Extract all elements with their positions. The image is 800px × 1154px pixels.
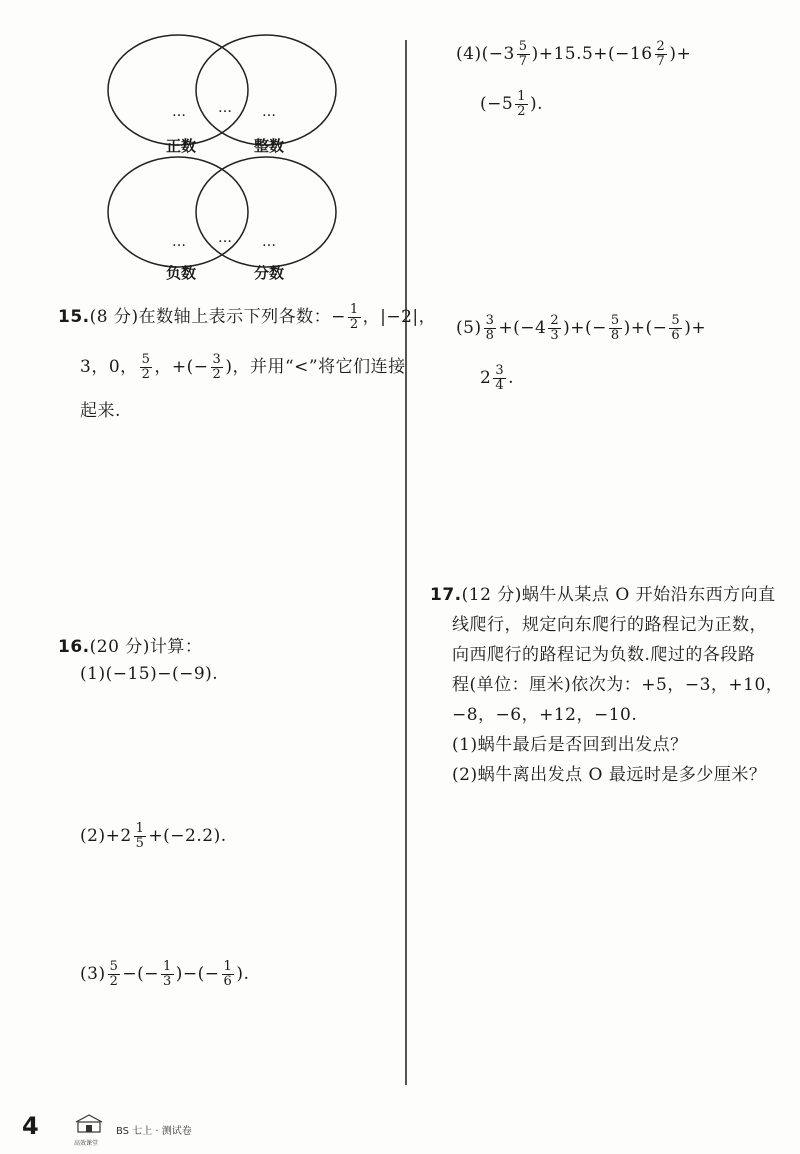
fraction: $\frac{5}{2}$	[109, 959, 119, 989]
venn-dots: …	[172, 234, 185, 250]
column-divider	[405, 40, 407, 1085]
q17-line2: 线爬行，规定向东爬行的路程记为正数，	[452, 615, 767, 635]
q17-subq2: (2)蜗牛离出发点 O 最远时是多少厘米？	[452, 765, 767, 785]
q15-line3: 起来.	[80, 401, 121, 421]
q17-number: 17.	[430, 585, 462, 605]
venn-positive-ellipse	[108, 35, 248, 145]
publisher-logo-icon	[74, 1112, 104, 1136]
q16-part3: (3) $\frac{5}{2}$ −(− $\frac{1}{3}$ )−(− $\frac{1}{6}$ ).	[80, 959, 250, 989]
fraction: $\frac{5}{7}$	[518, 39, 528, 69]
venn-label-positive: 正数	[166, 137, 197, 155]
venn-integer-ellipse	[196, 35, 336, 145]
venn-label-negative: 负数	[166, 264, 197, 282]
q17-subq1: (1)蜗牛最后是否回到出发点？	[452, 735, 688, 755]
q16-part4-line2: (−5 $\frac{1}{2}$ ).	[480, 89, 544, 119]
fraction: $\frac{3}{2}$	[212, 352, 222, 382]
fraction: $\frac{5}{2}$	[141, 352, 151, 382]
fraction: $\frac{3}{4}$	[495, 363, 505, 393]
fraction: $\frac{1}{3}$	[163, 959, 172, 989]
page-number: 4	[22, 1112, 39, 1140]
fraction: $\frac{2}{7}$	[656, 39, 666, 69]
fraction: $\frac{2}{3}$	[550, 313, 560, 343]
fraction: $\frac{1}{2}$	[349, 302, 359, 332]
q16-part5-line2: 2 $\frac{3}{4}$ .	[480, 363, 515, 393]
fraction: $\frac{3}{8}$	[485, 313, 495, 343]
q16-part4-line1: (4)(−3 $\frac{5}{7}$ )+15.5+(−16 $\frac{2}{7}$ )+	[456, 39, 692, 69]
venn-dots: …	[172, 104, 185, 120]
venn-fraction-ellipse	[196, 157, 336, 267]
venn-diagrams	[100, 30, 400, 280]
q16-title: 16.(20 分)计算：	[58, 637, 203, 657]
fraction: $\frac{1}{6}$	[223, 959, 233, 989]
q15-number: 15.	[58, 307, 90, 327]
fraction: $\frac{1}{5}$	[135, 821, 145, 851]
q17-line3: 向西爬行的路程记为负数.爬过的各段路	[452, 645, 756, 665]
q16-part5-line1: (5) $\frac{3}{8}$ +(−4 $\frac{2}{3}$ )+(− $\frac{5}{8}$ )+(− $\frac{5}{6}$ )+	[456, 313, 707, 343]
q16-part1: (1)(−15)−(−9).	[80, 664, 219, 684]
q16-number: 16.	[58, 637, 90, 657]
q15-line2: 3，0， $\frac{5}{2}$ ，+(− $\frac{3}{2}$ )，并用“<”将它们连接	[80, 352, 406, 382]
series-label: BS 七上 · 测试卷	[116, 1126, 192, 1137]
venn-dots: …	[262, 234, 275, 250]
q17-line1: 17.(12 分)蜗牛从某点 O 开始沿东西方向直	[430, 585, 776, 605]
q15-line1: 15.(8 分)在数轴上表示下列各数：− $\frac{1}{2}$ ，|−2|，	[58, 302, 437, 332]
fraction: $\frac{5}{8}$	[610, 313, 620, 343]
venn-label-integer: 整数	[254, 137, 285, 155]
fraction: $\frac{5}{6}$	[671, 313, 681, 343]
q17-line4: 程(单位：厘米)依次为：+5，−3，+10，	[452, 675, 784, 695]
fraction: $\frac{1}{2}$	[517, 89, 526, 119]
q16-part2: (2)+2 $\frac{1}{5}$ +(−2.2).	[80, 821, 227, 851]
publisher-logo-text: 高效课堂	[74, 1140, 99, 1147]
venn-dots: …	[262, 104, 275, 120]
q17-line5: −8，−6，+12，−10.	[452, 705, 638, 725]
venn-negative-ellipse	[108, 157, 248, 267]
venn-dots: …	[218, 100, 231, 116]
venn-label-fraction: 分数	[254, 264, 285, 282]
venn-dots: …	[218, 230, 231, 246]
